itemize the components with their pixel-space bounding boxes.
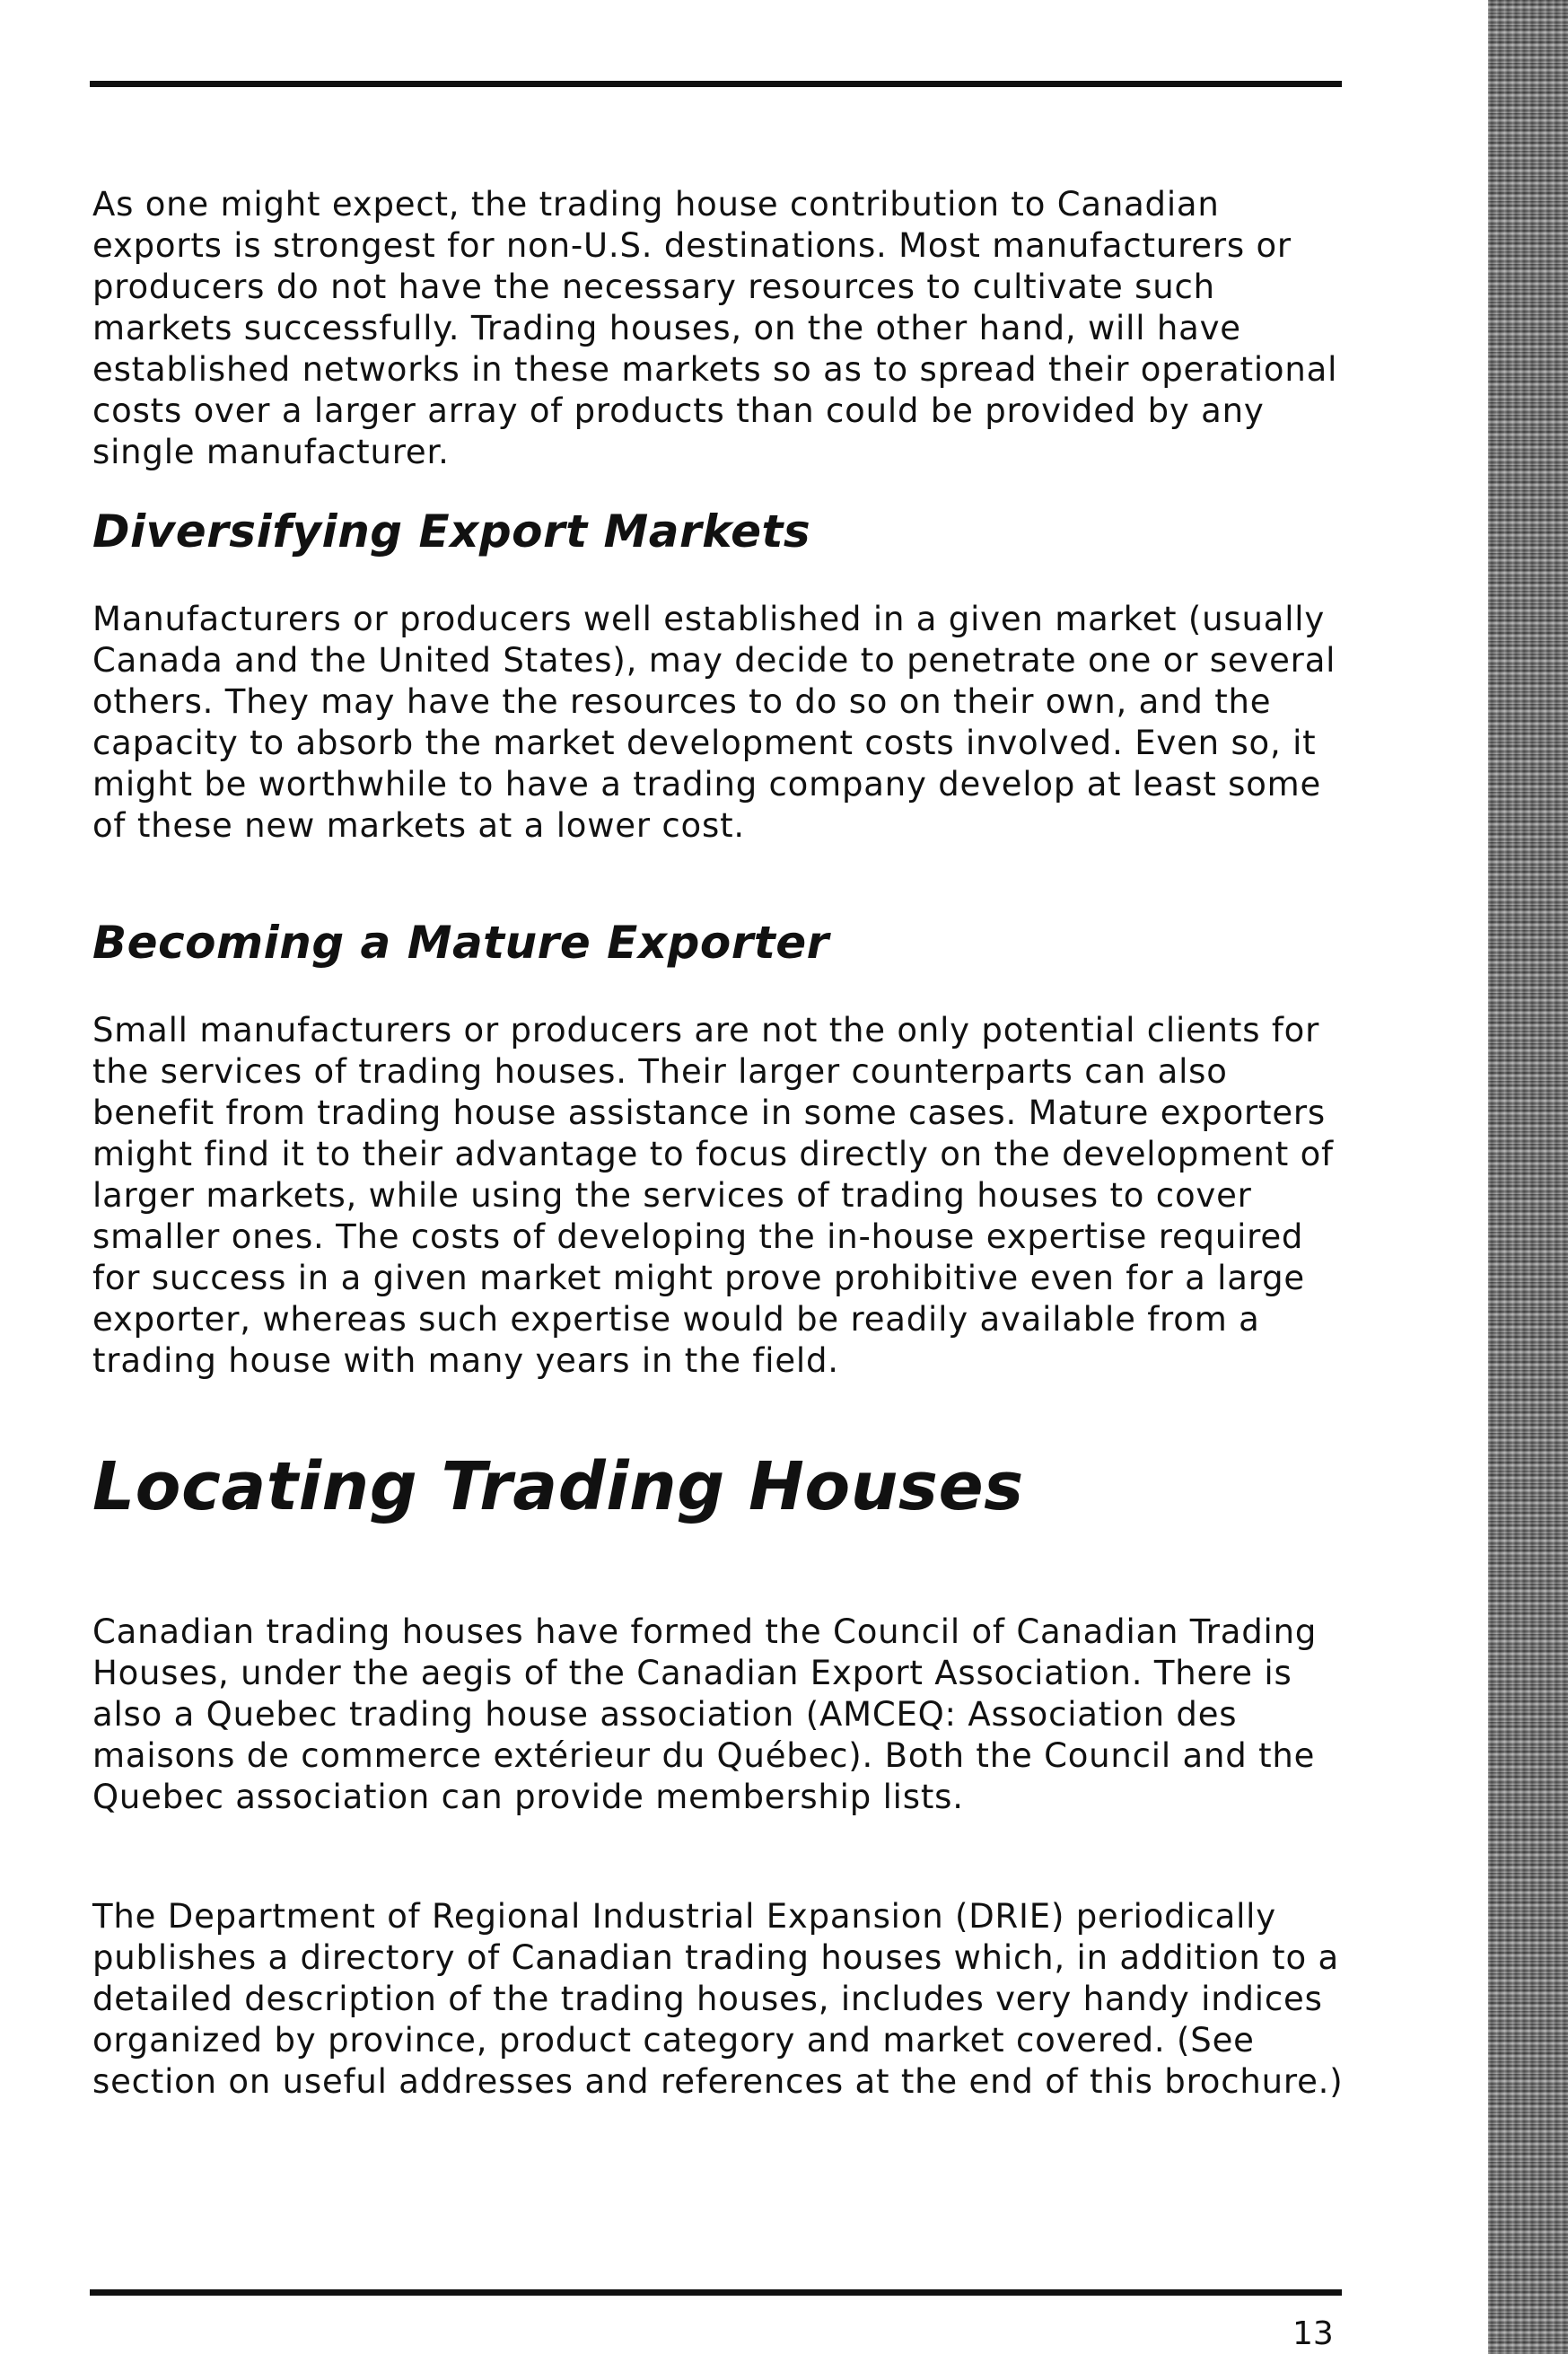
scanned-edge-strip [1488, 0, 1568, 2354]
locating-paragraph-1: Canadian trading houses have formed the Council of Canadian Trading Houses, under the aegis of the Canadian Export Association. There is also a Quebec trading house association (AMCEQ: Association des maisons de commerce extérieur du Québec). Both the Council and the Quebec association can provide membership lists. [92, 1612, 1318, 1816]
locating-paragraph-2: The Department of Regional Industrial Expansion (DRIE) periodically publishes a directory of Canadian trading houses which, in addition to a detailed description of the trading houses, includes very handy indices organized by province, product category and market covered. (See section on useful addresses and references at the end of this brochure.) [92, 1897, 1344, 2101]
main-heading-locating: Locating Trading Houses [92, 1448, 1024, 1525]
intro-paragraph: As one might expect, the trading house contribution to Canadian exports is strongest for non-U.S. destinations. Most manufacturers or producers do not have the necessary resources to cultivate such markets successfully. Trading houses, on the other hand, will have established networks in these markets so as to spread their operational costs over a larger array of products than could be provided by any single manufacturer. [92, 185, 1338, 471]
section-paragraph-mature-exporter: Small manufacturers or producers are not the only potential clients for the services of trading houses. Their larger counterparts can also benefit from trading house assistance in some cases. Mature exporters might find it to their advantage to focus directly on the development of larger markets, while using the services of trading houses to cover smaller ones. The costs of developing the in-house expertise required for success in a given market might prove prohibitive even for a large exporter, whereas such expertise would be readily available from a trading house with many years in the field. [92, 1011, 1334, 1380]
scan-margin [1472, 0, 1488, 2354]
page-number: 13 [1292, 2315, 1334, 2352]
section-heading-diversifying: Diversifying Export Markets [92, 505, 811, 558]
bottom-rule [90, 2289, 1342, 2296]
section-heading-mature-exporter: Becoming a Mature Exporter [92, 917, 829, 969]
section-paragraph-diversifying: Manufacturers or producers well established in a given market (usually Canada and the United States), may decide to penetrate one or several others. They may have the resources to do so on their own, and the capacity to absorb the market development costs involved. Even so, it might be worthwhile to have a trading company develop at least some of these new markets at a lower cost. [92, 600, 1336, 845]
top-rule [90, 81, 1342, 87]
